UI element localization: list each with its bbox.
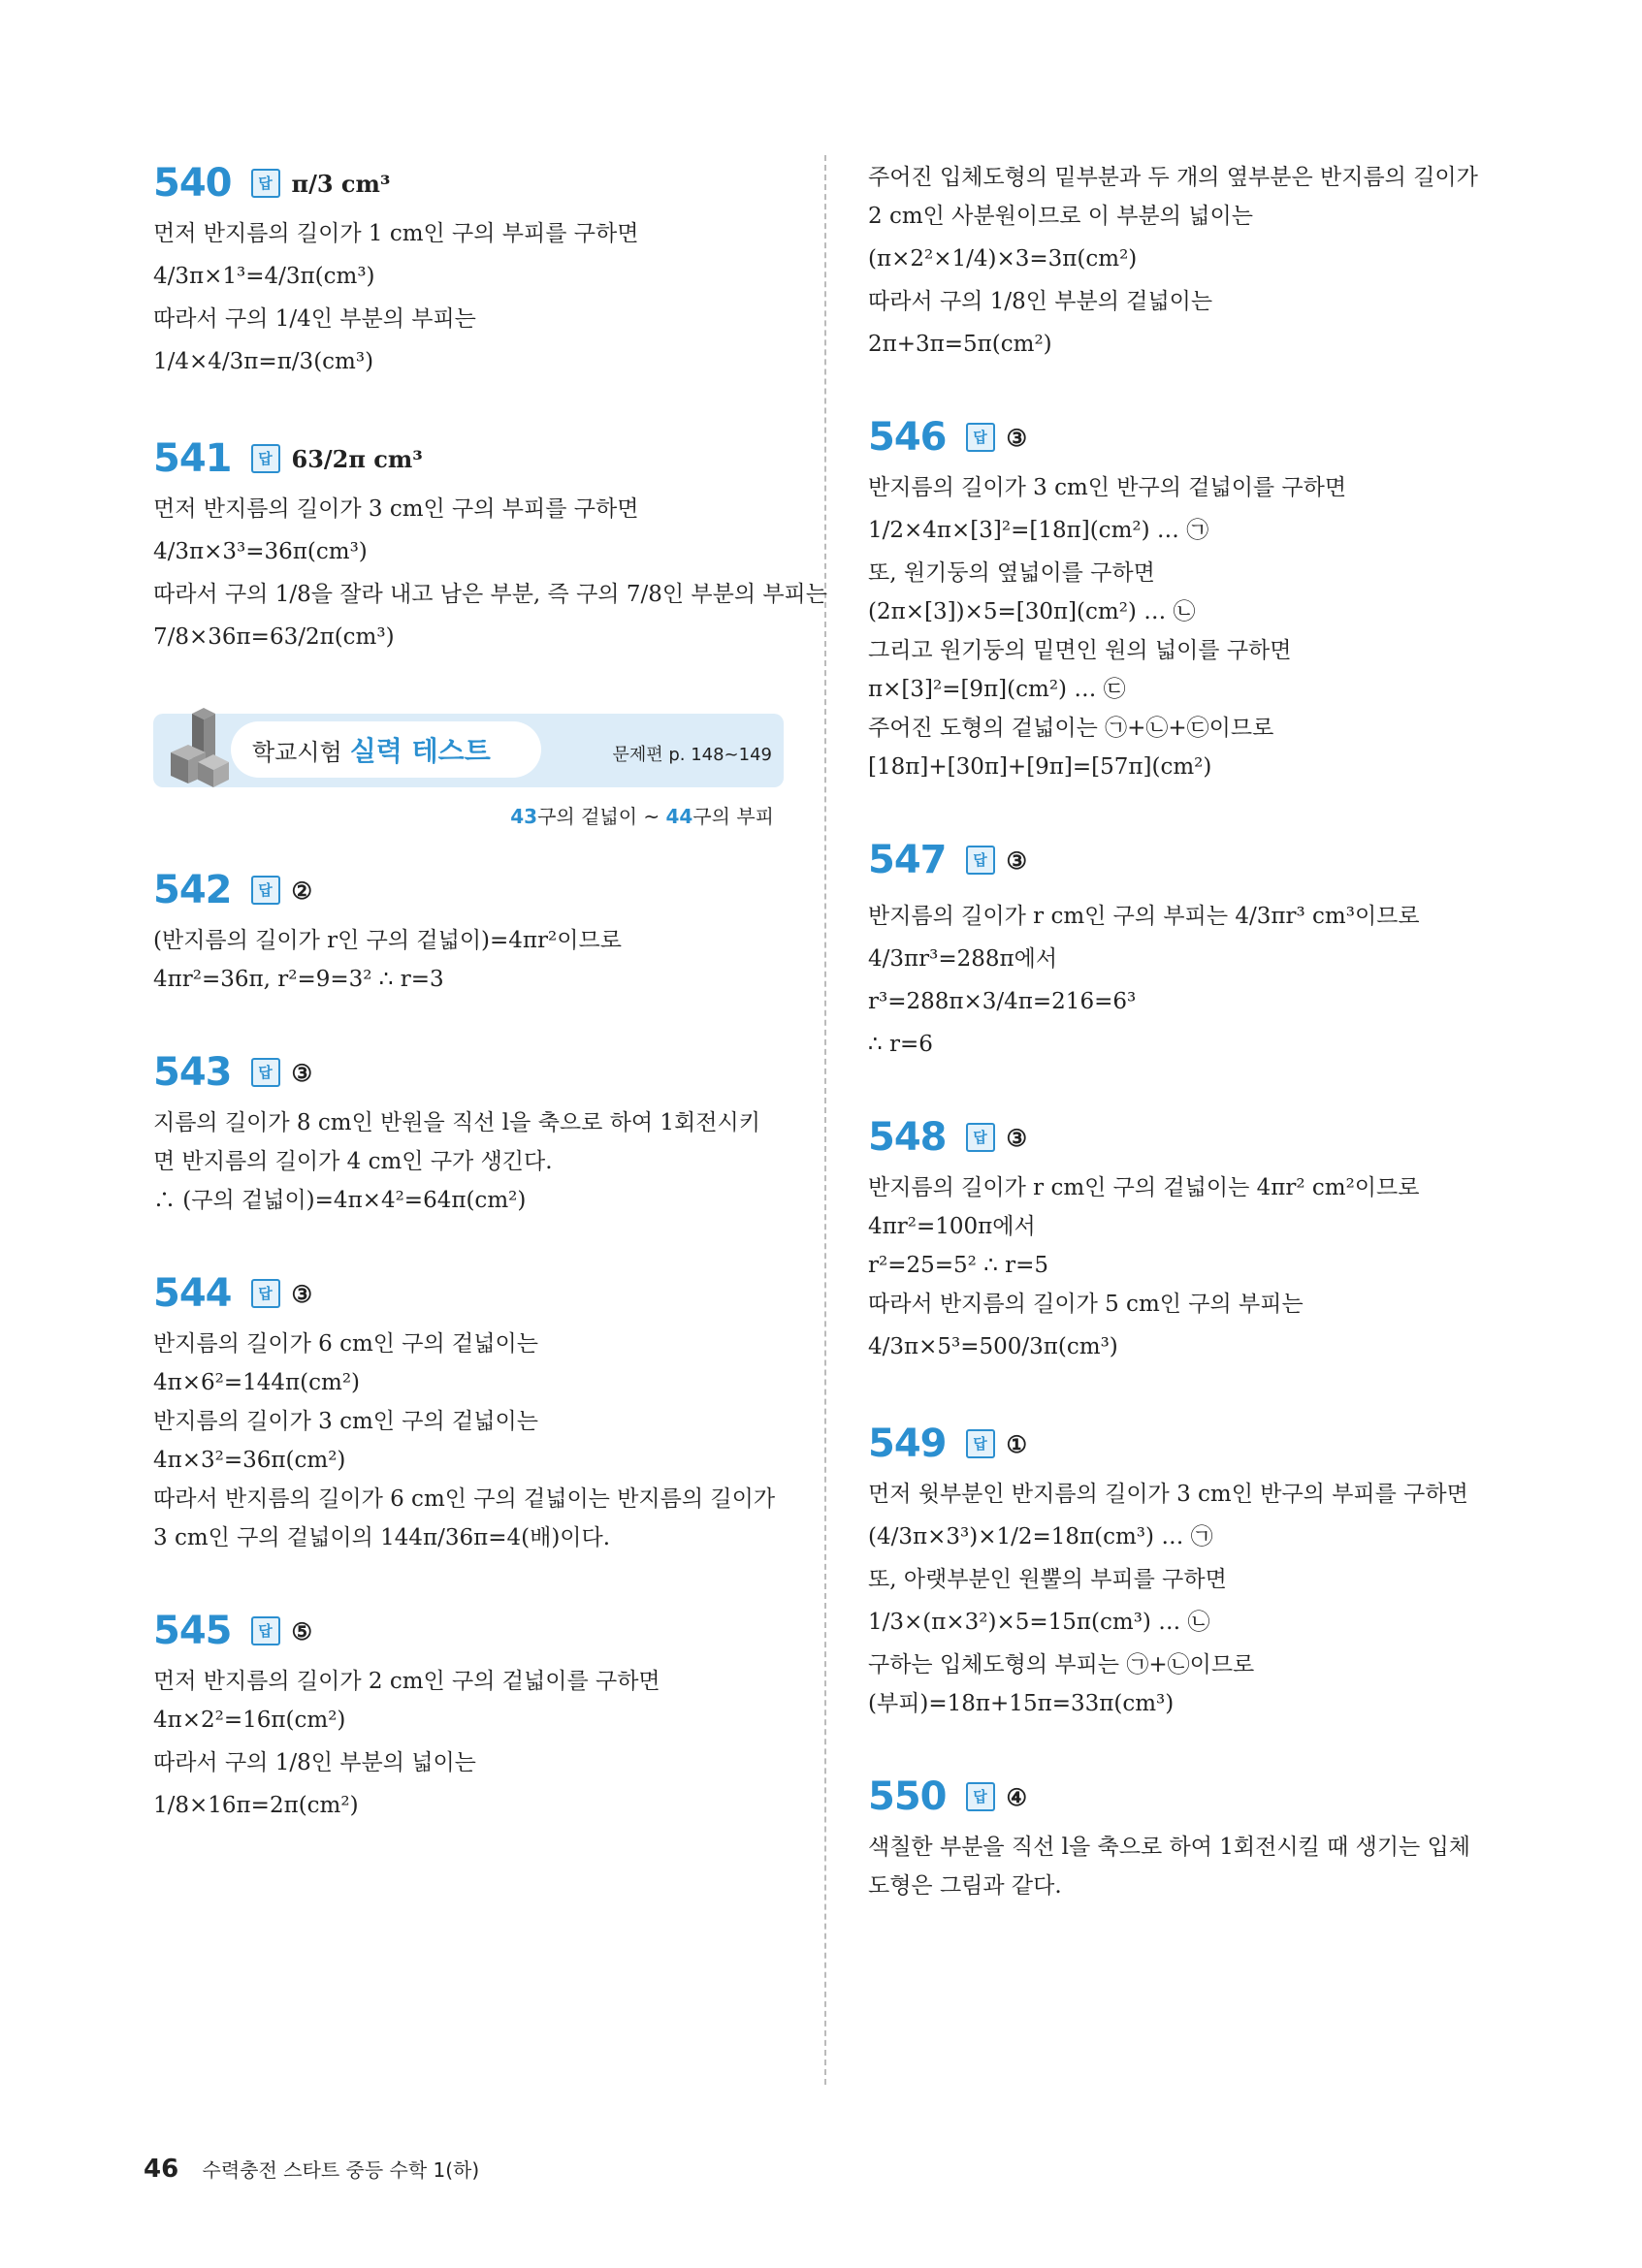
- solution-line: 구하는 입체도형의 부피는 ㉠+㉡이므로: [868, 1652, 1255, 1677]
- column-divider: [824, 155, 826, 2085]
- answer-value: ①: [1006, 1429, 1028, 1458]
- book-title: 수력충전 스타트 중등 수학 1(하): [202, 2158, 480, 2182]
- solution-line: 먼저 반지름의 길이가 2 cm인 구의 겉넓이를 구하면: [153, 1669, 660, 1694]
- answer-value: ③: [1006, 423, 1028, 452]
- solution-line: 1/2×4π×[3]²=[18π](cm²) … ㉠: [868, 518, 1209, 543]
- answer-badge: 답: [251, 876, 280, 905]
- problem-header: [153, 862, 784, 918]
- problem-header: [868, 832, 1498, 888]
- problem-header: [868, 1769, 1498, 1825]
- problem-continued: [868, 163, 1498, 359]
- problem-546: [868, 409, 1498, 782]
- cubes-icon: [163, 706, 231, 793]
- problem-545: [153, 1603, 784, 1820]
- problem-header: [153, 1265, 784, 1322]
- problem-header: [153, 1044, 784, 1101]
- answer-value: ③: [1006, 846, 1028, 875]
- subtitle-text-1: 구의 겉넓이 ~: [537, 805, 666, 828]
- problem-number: 547: [868, 838, 947, 882]
- solution-line: r²=25=5² ∴ r=5: [868, 1253, 1049, 1278]
- answer-badge: 답: [251, 1058, 280, 1087]
- problem-number: 548: [868, 1115, 947, 1160]
- subtitle-num-1: 43: [510, 805, 538, 828]
- answer-value: π/3 cm³: [291, 169, 391, 198]
- subtitle-text-2: 구의 부피: [692, 805, 774, 828]
- solution-line: 4/3π×1³=4/3π(cm³): [153, 264, 375, 289]
- problem-543: [153, 1044, 784, 1215]
- problem-541: [153, 431, 827, 652]
- solution-line: 색칠한 부분을 직선 l을 축으로 하여 1회전시킬 때 생기는 입체: [868, 1835, 1471, 1860]
- answer-badge: 답: [966, 1429, 995, 1458]
- banner-title-2: 실력 테스트: [349, 735, 491, 767]
- solution-line: 반지름의 길이가 3 cm인 구의 겉넓이는: [153, 1409, 538, 1434]
- solution-line: 2π+3π=5π(cm²): [868, 332, 1052, 357]
- solution-line: r³=288π×3/4π=216=6³: [868, 989, 1137, 1014]
- problem-number: 549: [868, 1421, 947, 1466]
- solution-line: 4πr²=36π, r²=9=3² ∴ r=3: [153, 967, 444, 992]
- problem-number: 543: [153, 1050, 232, 1095]
- problem-header: [153, 1603, 784, 1659]
- page-footer: [144, 2155, 479, 2184]
- solution-line: 지름의 길이가 8 cm인 반원을 직선 l을 축으로 하여 1회전시키: [153, 1110, 760, 1135]
- problem-header: [153, 431, 784, 487]
- solution-line: 반지름의 길이가 r cm인 구의 겉넓이는 4πr² cm²이므로: [868, 1175, 1420, 1200]
- problem-number: 544: [153, 1271, 232, 1316]
- answer-badge: 답: [966, 846, 995, 875]
- answer-badge: 답: [251, 1616, 280, 1645]
- answer-value: ②: [291, 876, 313, 905]
- problem-550: [868, 1769, 1498, 1901]
- solution-line: 먼저 윗부분인 반지름의 길이가 3 cm인 반구의 부피를 구하면: [868, 1482, 1468, 1507]
- solution-line: 따라서 구의 1/8인 부분의 겉넓이는: [868, 289, 1213, 314]
- answer-badge: 답: [251, 169, 280, 198]
- problem-number: 540: [153, 161, 232, 206]
- problem-540: [153, 155, 784, 376]
- solution-line: 주어진 입체도형의 밑부분과 두 개의 옆부분은 반지름의 길이가: [868, 165, 1478, 190]
- solution-line: 1/8×16π=2π(cm²): [153, 1793, 359, 1818]
- answer-value: ④: [1006, 1782, 1028, 1811]
- problem-number: 541: [153, 436, 232, 481]
- solution-line: 3 cm인 구의 겉넓이의 144π/36π=4(배)이다.: [153, 1525, 611, 1550]
- left-column: [153, 155, 827, 1834]
- solution-line: 7/8×36π=63/2π(cm³): [153, 624, 395, 650]
- solution-line: 반지름의 길이가 r cm인 구의 부피는 4/3πr³ cm³이므로: [868, 904, 1420, 929]
- subtitle-num-2: 44: [665, 805, 693, 828]
- solution-line: [18π]+[30π]+[9π]=[57π](cm²): [868, 754, 1212, 780]
- solution-line: 4/3π×5³=500/3π(cm³): [868, 1334, 1118, 1359]
- solution-line: 면 반지름의 길이가 4 cm인 구가 생긴다.: [153, 1149, 553, 1174]
- right-column: [868, 155, 1498, 1910]
- section-banner: [153, 706, 784, 787]
- solution-line: 따라서 반지름의 길이가 5 cm인 구의 부피는: [868, 1292, 1304, 1317]
- solution-line: 반지름의 길이가 3 cm인 반구의 겉넓이를 구하면: [868, 475, 1347, 500]
- problem-544: [153, 1265, 784, 1552]
- banner-title: [231, 721, 541, 778]
- solution-line: π×[3]²=[9π](cm²) … ㉢: [868, 677, 1126, 702]
- solution-line: 또, 원기둥의 옆넓이를 구하면: [868, 560, 1155, 586]
- problem-548: [868, 1109, 1498, 1361]
- solution-line: 4/3π×3³=36π(cm³): [153, 539, 368, 564]
- answer-value: ⑤: [291, 1616, 313, 1645]
- problem-542: [153, 862, 784, 994]
- solution-line: 따라서 구의 1/4인 부분의 부피는: [153, 306, 476, 332]
- solution-line: (π×2²×1/4)×3=3π(cm²): [868, 246, 1138, 272]
- solution-line: 4π×2²=16π(cm²): [153, 1708, 346, 1733]
- solution-line: (4/3π×3³)×1/2=18π(cm³) … ㉠: [868, 1524, 1213, 1549]
- problem-number: 542: [153, 868, 232, 912]
- problem-header: [153, 155, 784, 211]
- problem-header: [868, 1109, 1498, 1166]
- solution-line: 따라서 구의 1/8인 부분의 넓이는: [153, 1750, 476, 1775]
- solution-line: (부피)=18π+15π=33π(cm³): [868, 1691, 1175, 1716]
- answer-value: ③: [291, 1279, 313, 1308]
- solution-line: (반지름의 길이가 r인 구의 겉넓이)=4πr²이므로: [153, 928, 622, 953]
- solution-line: 그리고 원기둥의 밑면인 원의 넓이를 구하면: [868, 638, 1292, 663]
- solution-line: 4π×3²=36π(cm²): [153, 1448, 346, 1473]
- problem-number: 550: [868, 1774, 947, 1819]
- answer-badge: 답: [966, 1782, 995, 1811]
- solution-line: 1/4×4/3π=π/3(cm³): [153, 349, 374, 374]
- answer-value: ③: [291, 1058, 313, 1087]
- solution-line: 반지름의 길이가 6 cm인 구의 겉넓이는: [153, 1331, 538, 1357]
- solution-line: 또, 아랫부분인 원뿔의 부피를 구하면: [868, 1567, 1227, 1592]
- answer-badge: 답: [251, 1279, 280, 1308]
- solution-line: ∴ (구의 겉넓이)=4π×4²=64π(cm²): [153, 1188, 527, 1213]
- solution-line: 먼저 반지름의 길이가 3 cm인 구의 부피를 구하면: [153, 496, 639, 522]
- problem-header: [868, 1416, 1498, 1472]
- page-number: 46: [144, 2155, 179, 2184]
- banner-title-1: 학교시험: [252, 738, 342, 766]
- solution-line: 주어진 도형의 겉넓이는 ㉠+㉡+㉢이므로: [868, 716, 1274, 741]
- answer-badge: 답: [251, 444, 280, 473]
- solution-line: 4/3πr³=288π에서: [868, 946, 1058, 972]
- banner-reference: 문제편 p. 148~149: [612, 745, 772, 765]
- answer-badge: 답: [966, 423, 995, 452]
- answer-badge: 답: [966, 1123, 995, 1152]
- problem-549: [868, 1416, 1498, 1718]
- problem-number: 545: [153, 1609, 232, 1653]
- solution-line: 먼저 반지름의 길이가 1 cm인 구의 부피를 구하면: [153, 221, 639, 246]
- solution-line: 4π×6²=144π(cm²): [153, 1370, 361, 1395]
- solution-line: 따라서 반지름의 길이가 6 cm인 구의 겉넓이는 반지름의 길이가: [153, 1486, 776, 1512]
- section-subtitle: [153, 801, 774, 829]
- problem-547: [868, 832, 1498, 1059]
- solution-line: (2π×[3])×5=[30π](cm²) … ㉡: [868, 599, 1196, 624]
- solution-line: 도형은 그림과 같다.: [868, 1873, 1062, 1899]
- problem-header: [868, 409, 1498, 465]
- solution-line: ∴ r=6: [868, 1032, 933, 1057]
- solution-line: 2 cm인 사분원이므로 이 부분의 넓이는: [868, 204, 1253, 229]
- problem-number: 546: [868, 415, 947, 460]
- solution-line: 따라서 구의 1/8을 잘라 내고 남은 부분, 즉 구의 7/8인 부분의 부피는: [153, 582, 827, 607]
- solution-line: 1/3×(π×3²)×5=15π(cm³) … ㉡: [868, 1610, 1210, 1635]
- solution-line: 4πr²=100π에서: [868, 1214, 1036, 1239]
- answer-value: ③: [1006, 1123, 1028, 1152]
- answer-value: 63/2π cm³: [291, 444, 423, 473]
